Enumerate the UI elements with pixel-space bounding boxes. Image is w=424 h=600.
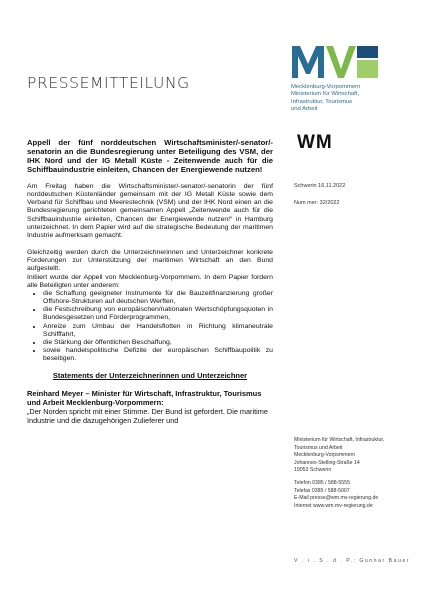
list-item: • Anreize zum Umbau der Handelsflotten in Richtung klimaneutrale Schifffahrt, xyxy=(43,323,273,339)
contact-website[interactable]: Internet www.wm.mv-regierung.de xyxy=(294,502,373,509)
speaker-quote: „Der Norden spricht mit einer Stimme. Der Bund ist gefordert. Die maritime Industrie und die dazugehörigen Zulieferer und xyxy=(27,407,268,426)
logo-letter-m xyxy=(292,46,324,78)
contact-phone: Telefon 0385 / 588-5555 xyxy=(294,479,350,486)
page-title: PRESSEMITTEILUNG xyxy=(27,74,190,92)
contact-line: Mecklenburg-Vorpommern xyxy=(294,452,356,459)
contact-line: Tourismus und Arbeit xyxy=(294,444,343,451)
list-item: • sowie handelspolitische Defizite der europäischen Schiffbaupolitik zu beseitigen. xyxy=(43,347,273,363)
list-item: • die Stärkung der öffentlichen Beschaffung, xyxy=(43,339,273,347)
logo-letter-v xyxy=(326,46,356,78)
ministry-line: Ministerium für Wirtschaft, xyxy=(291,91,360,98)
ministry-line: Infrastruktur, Tourismus xyxy=(291,98,353,105)
mv-logo xyxy=(290,42,380,80)
logo-accent-block xyxy=(357,60,378,78)
list-item: • die Schaffung geeigneter Instrumente für die Bauzeitfinanzierung großer Offshore-Strukturen auf deutschen Werften, xyxy=(43,290,273,306)
contact-fax: Telefax 0385 / 588-5007 xyxy=(294,487,350,494)
contact-line: Ministerium für Wirtschaft, Infrastruktur, xyxy=(294,437,385,443)
responsible-person: V . i . S . d . P.: Gunnar Bauer xyxy=(294,558,410,564)
paragraph-demands-intro: Gleichzeitig werden durch die Unterzeichnerinnen und Unterzeichner konkrete Forderungen zur Unterstützung der maritimen Wirtschaft an den Bund aufgestellt. xyxy=(27,249,273,273)
speaker-name: Reinhard Meyer – Minister für Wirtschaft, Infrastruktur, Tourismus und Arbeit Mecklenburg-Vorpommern: xyxy=(27,389,262,408)
contact-line: Johannes-Stelling-Straße 14 xyxy=(294,459,360,466)
demands-list xyxy=(27,290,273,363)
contact-block xyxy=(294,437,404,510)
contact-line: 19053 Schwerin xyxy=(294,467,332,474)
list-item: • die Festschreibung von europäischen/nationalen Wertschöpfungsquoten in Bundesgesetzen und Förderprogrammen, xyxy=(43,306,273,322)
paragraph-intro: Am Freitag haben die Wirtschaftsminister/-senator/-senatorin der fünf norddeutschen Küstenländer gemeinsam mit der IG Metall Küste sowie dem Verband für Schiffbau und Meerestechnik (VSM) und der IHK Nord einen an die Bundesregierung gerichteten gemeinsamen Appell „Zeitenwende auch für die Schiffbauindustrie einleiten, Chancen der Energiewende nutzen!“ in Hamburg unterzeichnet. In dem Papier wird auf die strategische Bedeutung der maritimen Industrie aufmerksam gemacht. xyxy=(27,183,273,239)
press-body xyxy=(27,138,273,425)
statements-heading: Statements der Unterzeichnerinnen und Unterzeichner xyxy=(52,371,248,381)
logo-accent-block xyxy=(357,46,378,58)
contact-email[interactable]: E-Mail presse@wm.mv-regierung.de xyxy=(294,495,379,502)
ministry-name xyxy=(291,84,401,113)
release-date: Schwerin 16.11.2022 xyxy=(294,183,346,189)
department-code: WM xyxy=(297,132,333,153)
ministry-line: Mecklenburg-Vorpommern xyxy=(291,84,361,90)
ministry-line: und Arbeit xyxy=(291,105,318,112)
headline: Appell der fünf norddeutschen Wirtschaftsminister/-senator/-senatorin an die Bundesregierung unter Beteiligung des VSM, der IHK Nord und der IG Metall Küste - Zeitenwende auch für die Schiffbauindustrie einleiten, Chancen der Energiewende nutzen! xyxy=(27,138,273,174)
paragraph-initiator: Initiiert wurde der Appell von Mecklenburg-Vorpommern. In dem Papier fordern alle Beteiligten unter anderem: xyxy=(27,273,273,289)
release-number: Num mer: 32/2022 xyxy=(294,200,340,206)
